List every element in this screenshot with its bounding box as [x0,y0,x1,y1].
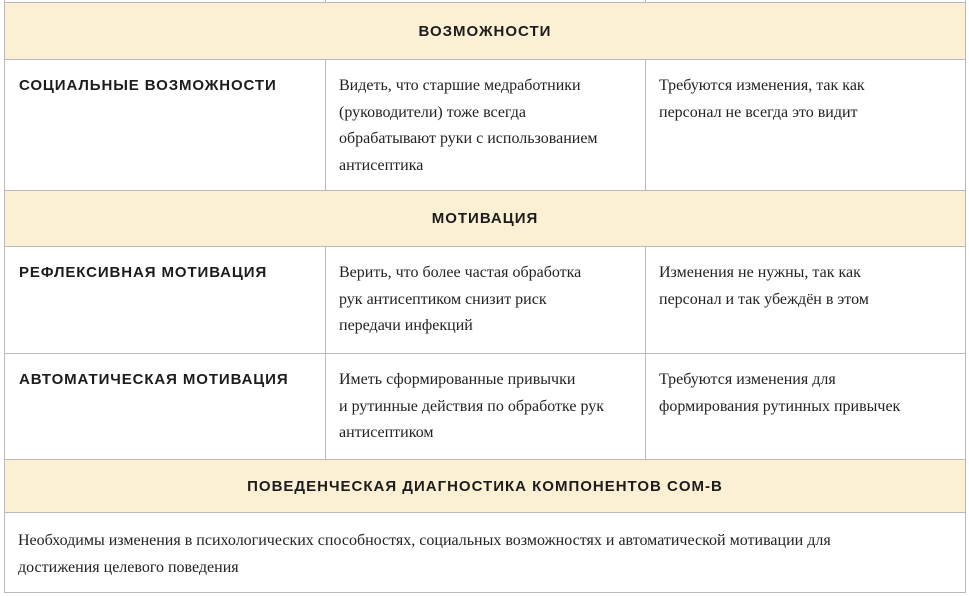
assessment-cell: Требуются изменения, так как персонал не всегда это видит [659,77,865,121]
component-label: РЕФЛЕКСИВНАЯ МОТИВАЦИЯ [5,247,326,353]
assessment-cell: Требуются изменения для формирования рутинных привычек [659,371,901,415]
component-label: АВТОМАТИЧЕСКАЯ МОТИВАЦИЯ [5,354,326,459]
section-header-diagnosis [4,460,966,513]
table-row-social-opportunities [4,60,966,191]
diagnosis-summary: Необходимы изменения в психологических способностях, социальных возможностях и автоматической мотивации для достижения целевого поведения [18,532,831,576]
section-heading: ВОЗМОЖНОСТИ [418,22,552,40]
table-row-automatic-motivation [4,354,966,460]
section-header-opportunities [4,3,966,60]
section-header-motivation [4,191,966,247]
section-heading: ПОВЕДЕНЧЕСКАЯ ДИАГНОСТИКА КОМПОНЕНТОВ COM-B [247,477,723,495]
target-behavior-cell: Верить, что более частая обработка рук антисептиком снизит риск передачи инфекций [326,247,646,353]
component-label: СОЦИАЛЬНЫЕ ВОЗМОЖНОСТИ [5,60,326,190]
table-row-reflective-motivation [4,247,966,354]
assessment-cell: Изменения не нужны, так как персонал и так убеждён в этом [659,264,869,308]
com-b-table [4,0,966,593]
target-behavior-cell: Иметь сформированные привычки и рутинные действия по обработке рук антисептиком [326,354,646,459]
section-heading: МОТИВАЦИЯ [431,210,539,227]
target-behavior-cell: Видеть, что старшие медработники (руководители) тоже всегда обрабатывают руки с использованием антисептика [326,60,646,190]
table-row-diagnosis-summary [4,513,966,593]
